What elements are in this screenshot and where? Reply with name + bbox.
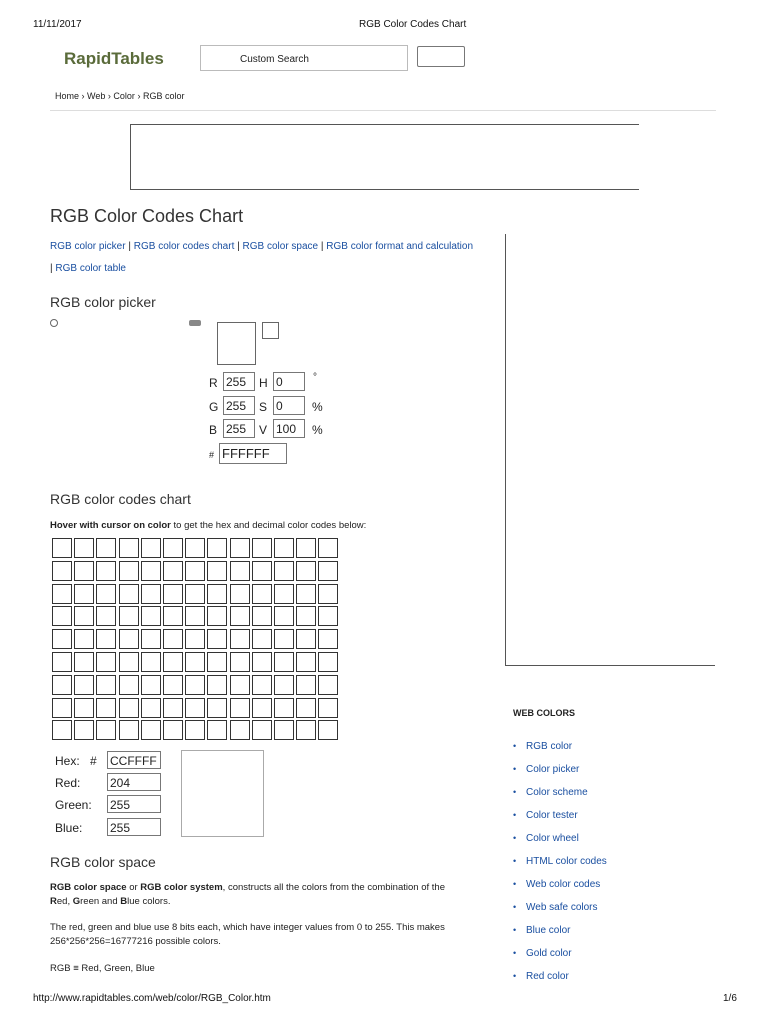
bullet-icon: •	[513, 764, 517, 774]
color-cell[interactable]	[230, 606, 250, 626]
color-cell[interactable]	[274, 652, 294, 672]
color-cell[interactable]	[207, 561, 227, 581]
breadcrumb-separator: ›	[81, 91, 85, 101]
link-rgb-color-codes-chart[interactable]: RGB color codes chart	[133, 241, 235, 252]
color-cell[interactable]	[274, 606, 294, 626]
color-cell[interactable]	[141, 606, 161, 626]
color-cell[interactable]	[141, 629, 161, 649]
sidebar-item-label[interactable]: Web safe colors	[526, 902, 598, 913]
color-cell[interactable]	[296, 629, 316, 649]
color-cell[interactable]	[207, 698, 227, 718]
sidebar-item-label[interactable]: Blue color	[526, 925, 571, 936]
color-cell[interactable]	[119, 652, 139, 672]
color-cell[interactable]	[207, 652, 227, 672]
color-cell[interactable]	[141, 561, 161, 581]
space-paragraph-2	[50, 921, 500, 949]
color-cell[interactable]	[207, 720, 227, 740]
color-cell[interactable]	[119, 606, 139, 626]
color-cell[interactable]	[119, 584, 139, 604]
sidebar-item-label[interactable]: Color picker	[526, 764, 580, 775]
hue-slider-handle-icon[interactable]	[189, 320, 201, 326]
color-cell[interactable]	[141, 698, 161, 718]
breadcrumb-web[interactable]: Web	[87, 91, 106, 101]
sidebar-item-label[interactable]: RGB color	[526, 741, 573, 752]
breadcrumb-current: RGB color	[142, 91, 185, 101]
breadcrumb-home[interactable]: Home	[55, 91, 80, 101]
color-cell[interactable]	[318, 629, 338, 649]
color-cell[interactable]	[96, 720, 116, 740]
page-links-row-1	[50, 241, 473, 252]
color-cell[interactable]	[185, 584, 205, 604]
color-cell[interactable]	[96, 675, 116, 695]
hex-hash: #	[90, 754, 97, 768]
search-button[interactable]	[417, 46, 465, 67]
sidebar-item-label[interactable]: Web color codes	[526, 879, 601, 890]
color-cell[interactable]	[74, 584, 94, 604]
space-paragraph-1	[50, 881, 500, 909]
color-cell[interactable]	[230, 629, 250, 649]
color-cell[interactable]	[207, 584, 227, 604]
color-cell[interactable]	[185, 561, 205, 581]
sidebar-item[interactable]	[513, 810, 607, 833]
sidebar-list	[513, 741, 607, 994]
chart-instruction-bold: Hover with cursor on color	[50, 520, 171, 531]
sidebar-item[interactable]	[513, 971, 607, 994]
g-label: G	[209, 400, 219, 414]
sidebar-title: WEB COLORS	[513, 708, 575, 718]
color-cell[interactable]	[74, 629, 94, 649]
s-label: S	[259, 400, 268, 414]
color-cell[interactable]	[74, 720, 94, 740]
color-cell[interactable]	[163, 584, 183, 604]
footer-page-number: 1/6	[723, 993, 737, 1004]
g-input[interactable]: 255	[223, 396, 255, 415]
color-cell[interactable]	[119, 698, 139, 718]
color-cell[interactable]	[296, 584, 316, 604]
r-input[interactable]: 255	[223, 372, 255, 391]
color-cell[interactable]	[318, 561, 338, 581]
color-cell[interactable]	[52, 720, 72, 740]
picker-heading: RGB color picker	[50, 294, 156, 310]
sidebar-item[interactable]	[513, 764, 607, 787]
hex-input[interactable]: FFFFFF	[219, 443, 287, 464]
sidebar-ad	[505, 234, 715, 666]
color-cell[interactable]	[230, 538, 250, 558]
color-cell[interactable]	[74, 606, 94, 626]
color-preview-small	[262, 322, 279, 339]
color-cell[interactable]	[230, 720, 250, 740]
sidebar-item[interactable]	[513, 741, 607, 764]
color-cell[interactable]	[207, 538, 227, 558]
color-cell[interactable]	[207, 629, 227, 649]
sidebar-item-label[interactable]: Gold color	[526, 948, 572, 959]
sidebar-item[interactable]	[513, 879, 607, 902]
color-cell[interactable]	[141, 720, 161, 740]
color-cell[interactable]	[230, 675, 250, 695]
color-cell[interactable]	[252, 720, 272, 740]
site-logo[interactable]: RapidTables	[64, 49, 164, 68]
green-label: Green:	[55, 798, 92, 812]
color-cell[interactable]	[207, 606, 227, 626]
color-cell[interactable]	[163, 698, 183, 718]
sidebar-item[interactable]	[513, 925, 607, 948]
link-rgb-color-space[interactable]: RGB color space	[242, 241, 319, 252]
b-label: B	[209, 423, 218, 437]
color-cell[interactable]	[74, 698, 94, 718]
color-cell[interactable]	[141, 538, 161, 558]
color-cell[interactable]	[252, 652, 272, 672]
chart-hex-field[interactable]: CCFFFF	[107, 751, 161, 769]
header-divider	[50, 110, 716, 111]
color-cell[interactable]	[163, 606, 183, 626]
color-cell[interactable]	[185, 606, 205, 626]
color-cell[interactable]	[52, 675, 72, 695]
color-cell[interactable]	[119, 561, 139, 581]
bullet-icon: •	[513, 925, 517, 935]
bullet-icon: •	[513, 879, 517, 889]
color-cell[interactable]	[141, 652, 161, 672]
color-cell[interactable]	[318, 652, 338, 672]
text: , constructs all the colors from the combination of the	[222, 882, 445, 893]
color-cell[interactable]	[52, 584, 72, 604]
v-input[interactable]: 100	[273, 419, 305, 438]
search-input[interactable]: Custom Search	[200, 45, 408, 71]
link-rgb-color-table[interactable]: RGB color table	[55, 263, 126, 274]
text: The red, green and blue use 8 bits each, which have integer values from 0 to 255. This makes	[50, 922, 445, 933]
color-cell[interactable]	[163, 720, 183, 740]
bullet-icon: •	[513, 833, 517, 843]
color-cell[interactable]	[185, 720, 205, 740]
color-cell[interactable]	[252, 538, 272, 558]
color-cell[interactable]	[252, 698, 272, 718]
color-cell[interactable]	[185, 629, 205, 649]
color-cell[interactable]	[119, 629, 139, 649]
breadcrumb	[55, 91, 184, 101]
sidebar-item-label[interactable]: Color tester	[526, 810, 578, 821]
color-cell[interactable]	[230, 561, 250, 581]
color-cell[interactable]	[141, 675, 161, 695]
hex-label: Hex:	[55, 754, 80, 768]
bullet-icon: •	[513, 902, 517, 912]
color-cell[interactable]	[230, 652, 250, 672]
color-cell[interactable]	[74, 652, 94, 672]
bold-text: G	[72, 896, 81, 907]
color-cell[interactable]	[141, 584, 161, 604]
color-cell[interactable]	[274, 538, 294, 558]
color-grid	[52, 538, 338, 740]
color-cell[interactable]	[296, 538, 316, 558]
bullet-icon: •	[513, 971, 517, 981]
r-label: R	[209, 376, 218, 390]
color-cell[interactable]	[274, 561, 294, 581]
chart-color-preview	[181, 750, 264, 837]
sidebar-item-label[interactable]: Color scheme	[526, 787, 588, 798]
color-cell[interactable]	[274, 698, 294, 718]
color-cell[interactable]	[96, 561, 116, 581]
color-cell[interactable]	[318, 675, 338, 695]
color-cell[interactable]	[119, 538, 139, 558]
color-cell[interactable]	[274, 629, 294, 649]
color-cell[interactable]	[318, 720, 338, 740]
color-cell[interactable]	[74, 675, 94, 695]
sidebar-item[interactable]	[513, 787, 607, 810]
chart-instruction	[50, 520, 366, 531]
color-cell[interactable]	[163, 652, 183, 672]
color-cell[interactable]	[52, 698, 72, 718]
red-label: Red:	[55, 776, 81, 790]
footer-url: http://www.rapidtables.com/web/color/RGB_Color.htm	[33, 993, 271, 1004]
picker-cursor-icon[interactable]	[50, 319, 58, 327]
color-cell[interactable]	[96, 629, 116, 649]
color-cell[interactable]	[52, 652, 72, 672]
color-cell[interactable]	[96, 652, 116, 672]
color-cell[interactable]	[252, 584, 272, 604]
color-cell[interactable]	[52, 561, 72, 581]
color-cell[interactable]	[185, 652, 205, 672]
h-label: H	[259, 376, 268, 390]
color-cell[interactable]	[252, 629, 272, 649]
chart-instruction-text: to get the hex and decimal color codes below:	[170, 520, 367, 531]
sidebar-item[interactable]	[513, 833, 607, 856]
bullet-icon: •	[513, 810, 517, 820]
h-unit: °	[313, 372, 317, 383]
color-cell[interactable]	[74, 561, 94, 581]
link-separator: |	[320, 241, 324, 252]
color-cell[interactable]	[163, 629, 183, 649]
bold-text: RGB color space	[50, 882, 127, 893]
text: ed,	[56, 896, 73, 907]
color-cell[interactable]	[96, 538, 116, 558]
bullet-icon: •	[513, 856, 517, 866]
color-cell[interactable]	[296, 561, 316, 581]
sidebar-item[interactable]	[513, 948, 607, 971]
ad-banner	[130, 124, 639, 190]
bullet-icon: •	[513, 948, 517, 958]
color-cell[interactable]	[163, 538, 183, 558]
color-cell[interactable]	[230, 698, 250, 718]
color-cell[interactable]	[252, 561, 272, 581]
v-unit: %	[312, 423, 323, 437]
bold-text: RGB color system	[140, 882, 223, 893]
page-title: RGB Color Codes Chart	[50, 206, 244, 226]
bullet-icon: •	[513, 741, 517, 751]
color-cell[interactable]	[296, 720, 316, 740]
breadcrumb-separator: ›	[137, 91, 141, 101]
link-separator: |	[237, 241, 240, 252]
color-preview-large	[217, 322, 256, 365]
color-cell[interactable]	[96, 606, 116, 626]
text: lue colors.	[127, 896, 171, 907]
color-cell[interactable]	[318, 698, 338, 718]
sidebar-item-label[interactable]: Red color	[526, 971, 569, 982]
color-cell[interactable]	[274, 675, 294, 695]
chart-heading: RGB color codes chart	[50, 491, 191, 507]
color-cell[interactable]	[96, 584, 116, 604]
breadcrumb-separator: ›	[107, 91, 111, 101]
link-separator: |	[50, 263, 53, 274]
text: 256*256*256=16777216 possible colors.	[50, 936, 221, 947]
bullet-icon: •	[513, 787, 517, 797]
color-cell[interactable]	[185, 538, 205, 558]
link-rgb-color-format[interactable]: RGB color format and calculation	[326, 241, 474, 252]
sidebar-item-label[interactable]: HTML color codes	[526, 856, 607, 867]
v-label: V	[259, 423, 268, 437]
color-cell[interactable]	[318, 538, 338, 558]
color-cell[interactable]	[252, 606, 272, 626]
chart-red-field[interactable]: 204	[107, 773, 161, 791]
print-date: 11/11/2017	[33, 19, 82, 30]
color-cell[interactable]	[163, 561, 183, 581]
color-cell[interactable]	[274, 720, 294, 740]
color-cell[interactable]	[207, 675, 227, 695]
color-cell[interactable]	[318, 584, 338, 604]
color-cell[interactable]	[52, 606, 72, 626]
bold-text: R	[50, 896, 57, 907]
color-cell[interactable]	[74, 538, 94, 558]
color-cell[interactable]	[296, 698, 316, 718]
color-cell[interactable]	[163, 675, 183, 695]
sidebar-item[interactable]	[513, 856, 607, 879]
sidebar-item-label[interactable]: Color wheel	[526, 833, 579, 844]
color-cell[interactable]	[185, 698, 205, 718]
color-cell[interactable]	[296, 606, 316, 626]
color-cell[interactable]	[252, 675, 272, 695]
text: or	[126, 882, 141, 893]
color-cell[interactable]	[296, 675, 316, 695]
breadcrumb-color[interactable]: Color	[113, 91, 135, 101]
print-title: RGB Color Codes Chart	[359, 19, 467, 30]
bold-text: B	[120, 896, 128, 907]
link-separator: |	[128, 241, 131, 252]
link-rgb-color-picker[interactable]: RGB color picker	[50, 241, 126, 252]
color-cell[interactable]	[318, 606, 338, 626]
color-cell[interactable]	[296, 652, 316, 672]
space-heading: RGB color space	[50, 854, 156, 870]
color-cell[interactable]	[52, 629, 72, 649]
color-cell[interactable]	[274, 584, 294, 604]
color-cell[interactable]	[119, 675, 139, 695]
text: reen and	[80, 896, 121, 907]
color-cell[interactable]	[185, 675, 205, 695]
sidebar-item[interactable]	[513, 902, 607, 925]
chart-green-field[interactable]: 255	[107, 795, 161, 813]
color-cell[interactable]	[52, 538, 72, 558]
b-input[interactable]: 255	[223, 419, 255, 438]
space-paragraph-3: RGB ≡ Red, Green, Blue	[50, 963, 155, 974]
color-cell[interactable]	[230, 584, 250, 604]
color-cell[interactable]	[96, 698, 116, 718]
h-input[interactable]: 0	[273, 372, 305, 391]
s-input[interactable]: 0	[273, 396, 305, 415]
hex-hash-label: #	[209, 450, 215, 460]
blue-label: Blue:	[55, 821, 83, 835]
color-cell[interactable]	[119, 720, 139, 740]
page-links-row-2	[50, 263, 126, 274]
chart-blue-field[interactable]: 255	[107, 818, 161, 836]
s-unit: %	[312, 400, 323, 414]
